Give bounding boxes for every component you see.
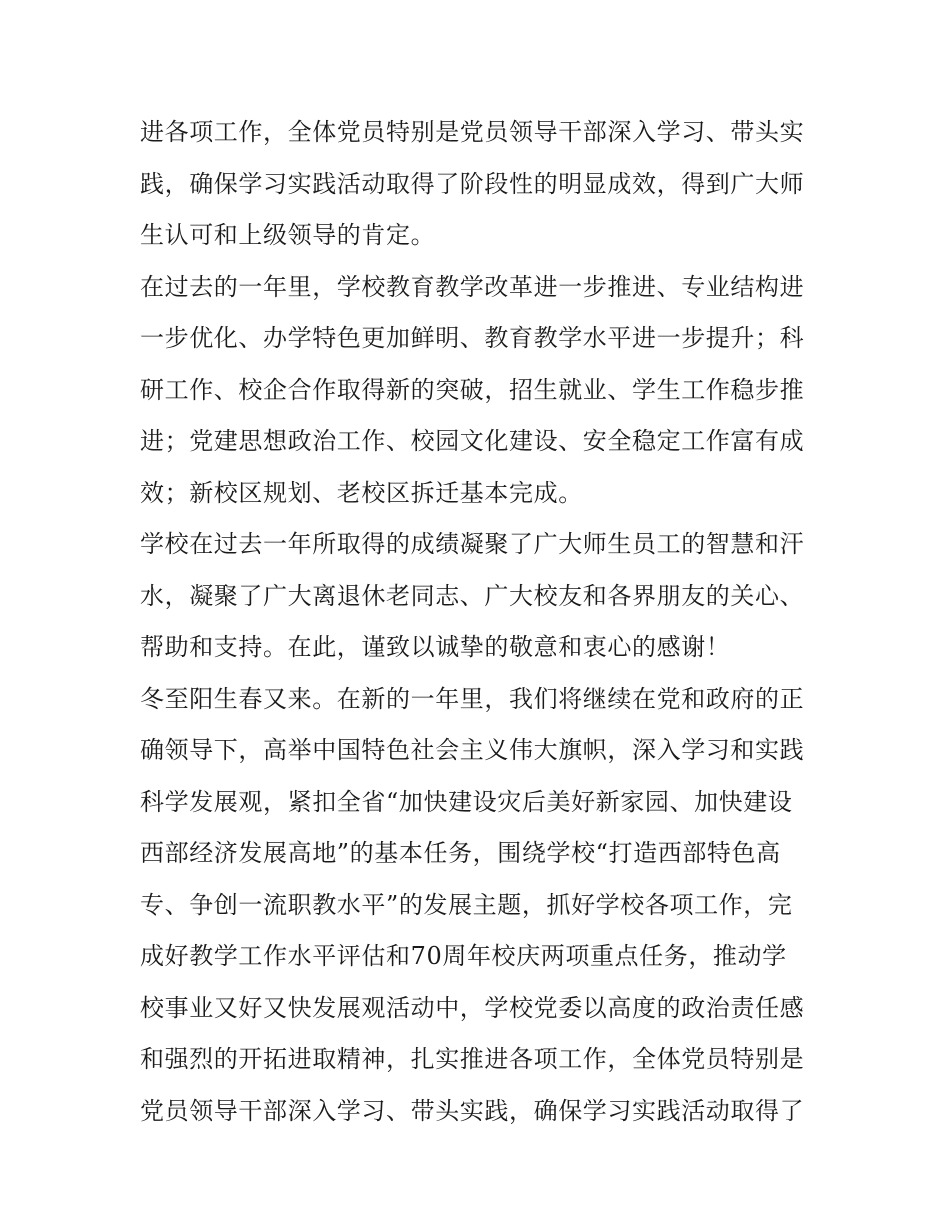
text-line: 和强烈的开拓进取精神，扎实推进各项工作，全体党员特别是 [140,1045,805,1073]
text-line: 冬至阳生春又来。在新的一年里，我们将继续在党和政府的正 [140,684,805,713]
text-line: 在过去的一年里，学校教育教学改革进一步推进、专业结构进 [140,272,805,301]
document-body [140,107,820,1137]
text-line: 科学发展观，紧扣全省“加快建设灾后美好新家园、加快建设 [140,787,793,816]
text-line: 践，确保学习实践活动取得了阶段性的明显成效，得到广大师 [140,169,805,198]
text-line: 效；新校区规划、老校区拆迁基本完成。 [140,478,583,507]
text-line: 一步优化、办学特色更加鲜明、教育教学水平进一步提升；科 [140,324,805,352]
text-line: 进；党建思想政治工作、校园文化建设、安全稳定工作富有成 [140,427,805,455]
text-line: 进各项工作，全体党员特别是党员领导干部深入学习、带头实 [140,118,805,146]
text-line: 西部经济发展高地”的基本任务，围绕学校“打造西部特色高 [140,839,781,867]
text-line: 帮助和支持。在此，谨致以诚挚的敬意和衷心的感谢！ [140,633,731,661]
text-line: 专、争创一流职教水平”的发展主题，抓好学校各项工作，完 [140,890,793,919]
text-line: 研工作、校企合作取得新的突破，招生就业、学生工作稳步推 [140,375,805,404]
text-line: 确领导下，高举中国特色社会主义伟大旗帜，深入学习和实践 [140,736,805,764]
text-line: 生认可和上级领导的肯定。 [140,221,436,249]
text-line: 校事业又好又快发展观活动中，学校党委以高度的政治责任感 [140,993,805,1022]
text-line: 成好教学工作水平评估和70周年校庆两项重点任务，推动学 [140,942,787,970]
text-line: 水，凝聚了广大离退休老同志、广大校友和各界朋友的关心、 [140,581,805,610]
text-line: 党员领导干部深入学习、带头实践，确保学习实践活动取得了 [140,1096,805,1125]
text-line: 学校在过去一年所取得的成绩凝聚了广大师生员工的智慧和汗 [140,530,805,558]
